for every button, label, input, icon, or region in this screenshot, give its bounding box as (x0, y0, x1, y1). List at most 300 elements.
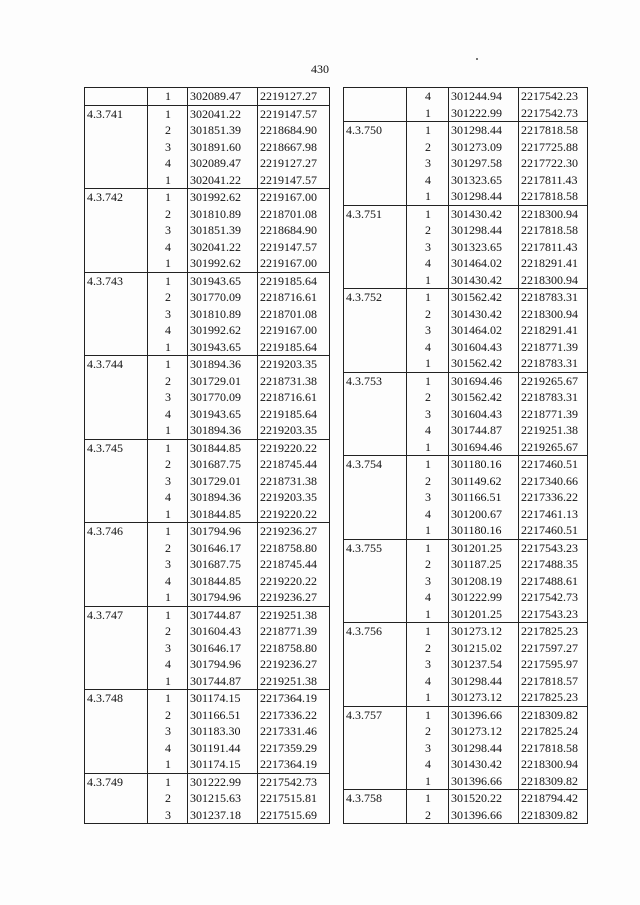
x-coordinate-cell: 301729.01 (188, 473, 258, 490)
y-coordinate-cell: 2217364.19 (258, 690, 330, 707)
coordinate-row (344, 188, 588, 205)
section-number-cell (85, 88, 148, 106)
section-number-cell: 4.3.746 (85, 523, 148, 540)
coordinate-row (85, 740, 330, 757)
x-coordinate-cell: 301694.46 (449, 372, 519, 389)
x-coordinate-cell: 301298.44 (449, 222, 519, 239)
coordinate-row (344, 740, 588, 757)
y-coordinate-cell: 2218731.38 (258, 373, 330, 390)
x-coordinate-cell: 302089.47 (188, 88, 258, 106)
section-number-cell (344, 105, 407, 122)
y-coordinate-cell: 2218300.94 (519, 205, 588, 222)
point-number-cell: 3 (407, 239, 449, 256)
point-number-cell: 2 (148, 623, 188, 640)
point-number-cell: 3 (407, 322, 449, 339)
y-coordinate-cell: 2219203.35 (258, 422, 330, 439)
section-number-cell (344, 439, 407, 456)
point-number-cell: 1 (148, 756, 188, 773)
x-coordinate-cell: 301222.99 (188, 773, 258, 790)
y-coordinate-cell: 2217595.97 (519, 656, 588, 673)
x-coordinate-cell: 301687.75 (188, 456, 258, 473)
y-coordinate-cell: 2217543.23 (519, 539, 588, 556)
section-number-cell: 4.3.745 (85, 439, 148, 456)
point-number-cell: 3 (148, 306, 188, 323)
coordinate-row (85, 523, 330, 540)
coordinate-row (85, 88, 330, 106)
section-number-cell: 4.3.757 (344, 706, 407, 723)
y-coordinate-cell: 2217722.30 (519, 155, 588, 172)
coordinate-row (85, 673, 330, 690)
y-coordinate-cell: 2217359.29 (258, 740, 330, 757)
section-number-cell (344, 188, 407, 205)
x-coordinate-cell: 301794.96 (188, 656, 258, 673)
section-number-cell (344, 589, 407, 606)
coordinate-row (344, 322, 588, 339)
coordinate-row (344, 756, 588, 773)
point-number-cell: 1 (148, 606, 188, 623)
y-coordinate-cell: 2219185.64 (258, 339, 330, 356)
coordinate-row (344, 673, 588, 690)
point-number-cell: 4 (148, 656, 188, 673)
section-number-cell (85, 673, 148, 690)
point-number-cell: 1 (407, 188, 449, 205)
section-number-cell (344, 88, 407, 105)
section-number-cell (344, 339, 407, 356)
y-coordinate-cell: 2219220.22 (258, 573, 330, 590)
y-coordinate-cell: 2219167.00 (258, 255, 330, 272)
y-coordinate-cell: 2217340.66 (519, 473, 588, 490)
x-coordinate-cell: 301166.51 (449, 489, 519, 506)
x-coordinate-cell: 301244.94 (449, 88, 519, 105)
coordinate-row (344, 255, 588, 272)
x-coordinate-cell: 301562.42 (449, 389, 519, 406)
point-number-cell: 1 (407, 456, 449, 473)
y-coordinate-cell: 2217818.57 (519, 673, 588, 690)
section-number-cell: 4.3.749 (85, 773, 148, 790)
x-coordinate-cell: 301323.65 (449, 172, 519, 189)
point-number-cell: 3 (148, 473, 188, 490)
x-coordinate-cell: 301200.67 (449, 506, 519, 523)
section-number-cell (344, 807, 407, 824)
point-number-cell: 1 (407, 706, 449, 723)
section-number-cell: 4.3.743 (85, 272, 148, 289)
point-number-cell: 1 (407, 205, 449, 222)
section-number-cell (85, 389, 148, 406)
coordinate-row (85, 272, 330, 289)
coordinate-row (85, 155, 330, 172)
y-coordinate-cell: 2218783.31 (519, 389, 588, 406)
section-number-cell (85, 289, 148, 306)
section-number-cell (344, 473, 407, 490)
point-number-cell: 1 (407, 606, 449, 623)
point-number-cell: 2 (148, 289, 188, 306)
y-coordinate-cell: 2218300.94 (519, 306, 588, 323)
coordinate-row (85, 239, 330, 256)
coordinate-row (344, 339, 588, 356)
coordinate-row (344, 790, 588, 807)
section-number-cell (344, 740, 407, 757)
section-number-cell (344, 606, 407, 623)
x-coordinate-cell: 301943.65 (188, 406, 258, 423)
point-number-cell: 1 (148, 189, 188, 206)
point-number-cell: 1 (407, 522, 449, 539)
coordinate-row (344, 155, 588, 172)
coordinate-row (85, 222, 330, 239)
coordinate-row (344, 606, 588, 623)
coordinate-row (85, 606, 330, 623)
y-coordinate-cell: 2218291.41 (519, 255, 588, 272)
point-number-cell: 1 (407, 289, 449, 306)
y-coordinate-cell: 2219236.27 (258, 656, 330, 673)
section-number-cell (85, 623, 148, 640)
y-coordinate-cell: 2217331.46 (258, 723, 330, 740)
coordinate-row (85, 289, 330, 306)
point-number-cell: 1 (148, 88, 188, 106)
point-number-cell: 1 (148, 589, 188, 606)
coordinate-row (85, 206, 330, 223)
y-coordinate-cell: 2219127.27 (258, 155, 330, 172)
y-coordinate-cell: 2218794.42 (519, 790, 588, 807)
point-number-cell: 1 (148, 172, 188, 189)
x-coordinate-cell: 301770.09 (188, 289, 258, 306)
x-coordinate-cell: 301273.12 (449, 689, 519, 706)
x-coordinate-cell: 301844.85 (188, 506, 258, 523)
point-number-cell: 1 (148, 339, 188, 356)
section-number-cell (85, 122, 148, 139)
point-number-cell: 4 (148, 155, 188, 172)
coordinate-row (85, 456, 330, 473)
y-coordinate-cell: 2219147.57 (258, 239, 330, 256)
x-coordinate-cell: 301298.44 (449, 740, 519, 757)
point-number-cell: 1 (148, 690, 188, 707)
section-number-cell (344, 255, 407, 272)
x-coordinate-cell: 301396.66 (449, 807, 519, 824)
x-coordinate-cell: 301894.36 (188, 356, 258, 373)
coordinate-row (85, 690, 330, 707)
section-number-cell: 4.3.754 (344, 456, 407, 473)
point-number-cell: 4 (407, 255, 449, 272)
coordinate-row (85, 589, 330, 606)
point-number-cell: 2 (407, 807, 449, 824)
x-coordinate-cell: 301222.99 (449, 589, 519, 606)
y-coordinate-cell: 2219147.57 (258, 172, 330, 189)
coordinate-row (344, 573, 588, 590)
coordinate-row (85, 756, 330, 773)
y-coordinate-cell: 2217543.23 (519, 606, 588, 623)
x-coordinate-cell: 301215.02 (449, 640, 519, 657)
page-number: 430 (311, 62, 329, 76)
x-coordinate-cell: 301891.60 (188, 139, 258, 156)
x-coordinate-cell: 301794.96 (188, 523, 258, 540)
x-coordinate-cell: 301729.01 (188, 373, 258, 390)
x-coordinate-cell: 301687.75 (188, 556, 258, 573)
y-coordinate-cell: 2218745.44 (258, 456, 330, 473)
section-number-cell (85, 155, 148, 172)
coordinate-row (344, 522, 588, 539)
x-coordinate-cell: 301646.17 (188, 540, 258, 557)
y-coordinate-cell: 2217811.43 (519, 172, 588, 189)
point-number-cell: 3 (407, 573, 449, 590)
point-number-cell: 4 (148, 239, 188, 256)
section-number-cell (85, 573, 148, 590)
x-coordinate-cell: 301770.09 (188, 389, 258, 406)
section-number-cell (85, 406, 148, 423)
y-coordinate-cell: 2218731.38 (258, 473, 330, 490)
x-coordinate-cell: 301201.25 (449, 606, 519, 623)
x-coordinate-cell: 301894.36 (188, 489, 258, 506)
x-coordinate-cell: 301298.44 (449, 188, 519, 205)
y-coordinate-cell: 2219167.00 (258, 189, 330, 206)
point-number-cell: 1 (407, 539, 449, 556)
y-coordinate-cell: 2219203.35 (258, 356, 330, 373)
y-coordinate-cell: 2217364.19 (258, 756, 330, 773)
x-coordinate-cell: 301992.62 (188, 322, 258, 339)
point-number-cell: 4 (407, 756, 449, 773)
coordinate-row (344, 689, 588, 706)
y-coordinate-cell: 2217825.24 (519, 723, 588, 740)
coordinate-row (85, 139, 330, 156)
coordinate-row (85, 373, 330, 390)
y-coordinate-cell: 2218309.82 (519, 807, 588, 824)
section-number-cell (85, 589, 148, 606)
x-coordinate-cell: 301396.66 (449, 706, 519, 723)
point-number-cell: 3 (148, 556, 188, 573)
coordinate-row (344, 589, 588, 606)
right-coordinates-table (343, 87, 588, 824)
y-coordinate-cell: 2217336.22 (519, 489, 588, 506)
x-coordinate-cell: 301464.02 (449, 255, 519, 272)
section-number-cell (344, 272, 407, 289)
y-coordinate-cell: 2219185.64 (258, 272, 330, 289)
x-coordinate-cell: 301149.62 (449, 473, 519, 490)
y-coordinate-cell: 2217461.13 (519, 506, 588, 523)
section-number-cell: 4.3.748 (85, 690, 148, 707)
point-number-cell: 1 (407, 773, 449, 790)
coordinate-row (344, 88, 588, 105)
point-number-cell: 1 (148, 105, 188, 122)
section-number-cell (344, 573, 407, 590)
point-number-cell: 1 (407, 355, 449, 372)
coordinate-row (344, 723, 588, 740)
section-number-cell: 4.3.758 (344, 790, 407, 807)
x-coordinate-cell: 301183.30 (188, 723, 258, 740)
section-number-cell (85, 740, 148, 757)
section-number-cell (344, 422, 407, 439)
section-number-cell (344, 673, 407, 690)
point-number-cell: 3 (148, 139, 188, 156)
section-number-cell (344, 355, 407, 372)
point-number-cell: 2 (148, 206, 188, 223)
coordinate-row (85, 255, 330, 272)
x-coordinate-cell: 301810.89 (188, 206, 258, 223)
section-number-cell: 4.3.751 (344, 205, 407, 222)
point-number-cell: 3 (407, 489, 449, 506)
point-number-cell: 2 (148, 456, 188, 473)
y-coordinate-cell: 2219236.27 (258, 589, 330, 606)
y-coordinate-cell: 2217597.27 (519, 640, 588, 657)
y-coordinate-cell: 2219127.27 (258, 88, 330, 106)
coordinate-row (344, 105, 588, 122)
section-number-cell (344, 689, 407, 706)
x-coordinate-cell: 301273.12 (449, 723, 519, 740)
section-number-cell (85, 339, 148, 356)
coordinate-row (344, 372, 588, 389)
point-number-cell: 2 (407, 306, 449, 323)
section-number-cell: 4.3.756 (344, 623, 407, 640)
y-coordinate-cell: 2218291.41 (519, 322, 588, 339)
section-number-cell: 4.3.753 (344, 372, 407, 389)
coordinate-row (344, 489, 588, 506)
point-number-cell: 1 (148, 506, 188, 523)
coordinate-row (85, 306, 330, 323)
section-number-cell (344, 322, 407, 339)
x-coordinate-cell: 302041.22 (188, 172, 258, 189)
point-number-cell: 3 (148, 389, 188, 406)
point-number-cell: 1 (148, 356, 188, 373)
y-coordinate-cell: 2218309.82 (519, 773, 588, 790)
y-coordinate-cell: 2218771.39 (519, 406, 588, 423)
x-coordinate-cell: 302041.22 (188, 239, 258, 256)
section-number-cell (85, 255, 148, 272)
y-coordinate-cell: 2218783.31 (519, 289, 588, 306)
coordinate-row (344, 172, 588, 189)
x-coordinate-cell: 301520.22 (449, 790, 519, 807)
section-number-cell (85, 172, 148, 189)
section-number-cell: 4.3.744 (85, 356, 148, 373)
x-coordinate-cell: 301464.02 (449, 322, 519, 339)
point-number-cell: 2 (407, 556, 449, 573)
section-number-cell (85, 790, 148, 807)
coordinate-row (344, 289, 588, 306)
section-number-cell (344, 556, 407, 573)
point-number-cell: 1 (148, 673, 188, 690)
x-coordinate-cell: 301273.09 (449, 139, 519, 156)
section-number-cell (344, 389, 407, 406)
section-number-cell (344, 640, 407, 657)
section-number-cell (85, 656, 148, 673)
point-number-cell: 4 (148, 740, 188, 757)
y-coordinate-cell: 2218309.82 (519, 706, 588, 723)
y-coordinate-cell: 2217460.51 (519, 522, 588, 539)
coordinate-row (85, 506, 330, 523)
section-number-cell (85, 206, 148, 223)
coordinate-row (85, 807, 330, 824)
coordinate-row (85, 356, 330, 373)
y-coordinate-cell: 2218771.39 (258, 623, 330, 640)
section-number-cell (344, 489, 407, 506)
coordinate-row (85, 473, 330, 490)
coordinate-row (344, 506, 588, 523)
y-coordinate-cell: 2218684.90 (258, 122, 330, 139)
y-coordinate-cell: 2217488.61 (519, 573, 588, 590)
y-coordinate-cell: 2217336.22 (258, 707, 330, 724)
point-number-cell: 2 (407, 389, 449, 406)
y-coordinate-cell: 2219203.35 (258, 489, 330, 506)
coordinate-row (344, 439, 588, 456)
x-coordinate-cell: 301180.16 (449, 456, 519, 473)
x-coordinate-cell: 301174.15 (188, 756, 258, 773)
y-coordinate-cell: 2218300.94 (519, 756, 588, 773)
x-coordinate-cell: 301562.42 (449, 355, 519, 372)
coordinate-row (344, 456, 588, 473)
y-coordinate-cell: 2217515.81 (258, 790, 330, 807)
y-coordinate-cell: 2217515.69 (258, 807, 330, 824)
coordinate-row (85, 773, 330, 790)
x-coordinate-cell: 301430.42 (449, 205, 519, 222)
coordinate-row (344, 807, 588, 824)
x-coordinate-cell: 301430.42 (449, 272, 519, 289)
section-number-cell (85, 556, 148, 573)
y-coordinate-cell: 2219147.57 (258, 105, 330, 122)
point-number-cell: 2 (148, 540, 188, 557)
section-number-cell (344, 239, 407, 256)
y-coordinate-cell: 2218300.94 (519, 272, 588, 289)
point-number-cell: 3 (407, 406, 449, 423)
x-coordinate-cell: 301215.63 (188, 790, 258, 807)
coordinate-row (85, 540, 330, 557)
x-coordinate-cell: 301943.65 (188, 272, 258, 289)
x-coordinate-cell: 301810.89 (188, 306, 258, 323)
section-number-cell: 4.3.752 (344, 289, 407, 306)
y-coordinate-cell: 2219251.38 (519, 422, 588, 439)
y-coordinate-cell: 2217725.88 (519, 139, 588, 156)
point-number-cell: 1 (148, 439, 188, 456)
section-number-cell (85, 723, 148, 740)
coordinate-row (344, 122, 588, 139)
y-coordinate-cell: 2217460.51 (519, 456, 588, 473)
point-number-cell: 1 (407, 372, 449, 389)
point-number-cell: 3 (148, 222, 188, 239)
section-number-cell (85, 306, 148, 323)
x-coordinate-cell: 301430.42 (449, 756, 519, 773)
y-coordinate-cell: 2219236.27 (258, 523, 330, 540)
point-number-cell: 1 (148, 773, 188, 790)
x-coordinate-cell: 301604.43 (188, 623, 258, 640)
y-coordinate-cell: 2219185.64 (258, 406, 330, 423)
coordinate-row (85, 640, 330, 657)
point-number-cell: 1 (407, 439, 449, 456)
y-coordinate-cell: 2218667.98 (258, 139, 330, 156)
section-number-cell (344, 656, 407, 673)
x-coordinate-cell: 301187.25 (449, 556, 519, 573)
point-number-cell: 1 (148, 523, 188, 540)
point-number-cell: 4 (148, 489, 188, 506)
x-coordinate-cell: 301396.66 (449, 773, 519, 790)
y-coordinate-cell: 2217811.43 (519, 239, 588, 256)
y-coordinate-cell: 2218758.80 (258, 640, 330, 657)
point-number-cell: 4 (148, 322, 188, 339)
x-coordinate-cell: 302041.22 (188, 105, 258, 122)
coordinate-row (344, 473, 588, 490)
coordinate-row (85, 623, 330, 640)
x-coordinate-cell: 301323.65 (449, 239, 519, 256)
point-number-cell: 1 (407, 790, 449, 807)
section-number-cell (344, 306, 407, 323)
y-coordinate-cell: 2218745.44 (258, 556, 330, 573)
y-coordinate-cell: 2219220.22 (258, 439, 330, 456)
point-number-cell: 4 (407, 673, 449, 690)
coordinate-row (344, 306, 588, 323)
point-number-cell: 2 (148, 373, 188, 390)
coordinate-row (85, 406, 330, 423)
y-coordinate-cell: 2217818.58 (519, 122, 588, 139)
coordinate-row (85, 122, 330, 139)
x-coordinate-cell: 301794.96 (188, 589, 258, 606)
y-coordinate-cell: 2218701.08 (258, 306, 330, 323)
x-coordinate-cell: 301222.99 (449, 105, 519, 122)
point-number-cell: 2 (148, 707, 188, 724)
x-coordinate-cell: 301851.39 (188, 122, 258, 139)
